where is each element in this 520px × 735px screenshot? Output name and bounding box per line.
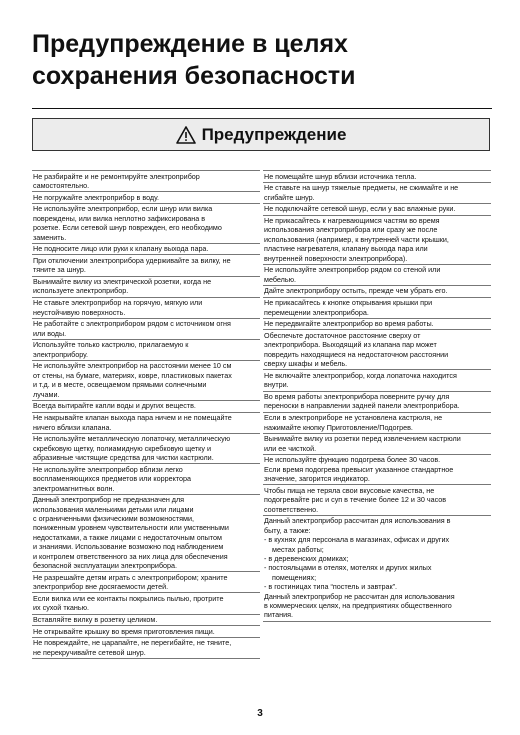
warning-item <box>32 572 260 593</box>
warning-item-line: неустойчивую поверхность. <box>33 307 126 317</box>
warning-item-line: При отключении электроприбора удерживайте за вилку, не <box>33 255 231 265</box>
warning-item-line: Во время работы электроприбора поверните ручку для <box>264 392 450 401</box>
warning-item <box>263 485 491 516</box>
warning-item-line: нажимайте кнопку Приготовление/Подогрев. <box>264 422 413 432</box>
warning-item <box>263 216 491 265</box>
warning-item <box>263 298 491 319</box>
warning-item-line: Всегда вытирайте капли воды и других веществ. <box>33 401 196 411</box>
warning-item-line: Не используйте электроприбор на расстоянии менее 10 см <box>33 361 232 371</box>
warning-item-line: помещениях; <box>272 572 317 582</box>
page-title-line-1: Предупреждение в целях <box>32 30 348 58</box>
warning-item-line: электроприбора. Выходящий из клапана пар может <box>264 340 437 350</box>
warning-item <box>32 401 260 413</box>
warning-item <box>32 298 260 319</box>
warning-item-line: абразивные чистящие средства для чистки кастрюли. <box>33 453 214 463</box>
warning-item-line: Если время подогрева превысит указанное стандартное <box>264 464 454 474</box>
warning-item-line: или воды. <box>33 328 67 338</box>
warning-item-line: Не используйте металлическую лопаточку, металлическую <box>33 434 231 444</box>
warning-item-line: Не накрывайте клапан выхода пара ничем и не помещайте <box>33 413 232 423</box>
warning-item <box>32 340 260 361</box>
warning-item-line: ничего вблизи клапана. <box>33 422 112 432</box>
warning-item-line: Не включайте электроприбор, когда лопаточка находится <box>264 370 457 380</box>
warning-item-line: Данный электроприбор не рассчитан для использования <box>264 591 455 601</box>
warning-item <box>263 204 491 216</box>
warning-item-line: от стены, на бумаге, материях, ковре, пластиковых пакетах <box>33 370 232 380</box>
warning-item-line: Используйте только кастрюлю, прилагаемую к <box>33 340 189 350</box>
warnings-columns <box>32 170 492 659</box>
warning-item <box>263 170 491 183</box>
warning-item-line: Не используйте электроприбор вблизи легко <box>33 464 183 474</box>
warning-item <box>32 244 260 256</box>
warning-item-line: Обеспечьте достаточное расстояние сверху от <box>264 330 421 340</box>
warning-item-line: питания. <box>264 610 293 620</box>
warning-item-line: Не разрешайте детям играть с электроприбором; храните <box>33 572 228 582</box>
warning-item <box>32 626 260 638</box>
warning-item-line: пластине нагревателя, клапану выхода пара или <box>264 244 428 254</box>
warning-item-line: Если в электроприборе не установлена кастрюля, не <box>264 413 443 423</box>
warning-item-line: - в деревенских домиках; <box>264 553 349 563</box>
warning-item-line: самостоятельно. <box>33 180 90 190</box>
title-divider <box>32 108 492 109</box>
warning-item-line: тяните за шнур. <box>33 265 86 275</box>
warning-item-line: Не подносите лицо или руки к клапану выхода пара. <box>33 244 209 254</box>
warning-item-line: быту, а также: <box>264 525 311 535</box>
warning-item <box>263 392 491 413</box>
warning-item <box>32 170 260 192</box>
warning-item-line: - в гостиницах типа “постель и завтрак”. <box>264 582 398 592</box>
warning-item <box>32 204 260 244</box>
warning-item-line: Данный электроприбор не предназначен для <box>33 495 185 505</box>
warning-item <box>32 277 260 298</box>
warning-item <box>263 370 491 391</box>
warning-item <box>32 638 260 659</box>
warning-item <box>32 319 260 340</box>
warning-item-line: пониженным уровнем чувствительности или умственными <box>33 523 229 533</box>
warning-item-line: подогревайте рис и суп в течение более 12 и 30 часов <box>264 495 447 505</box>
warning-banner <box>32 118 490 151</box>
warning-item-line: и контролем ответственного за них лица для обеспечения <box>33 551 228 561</box>
warning-item-line: Не помещайте шнур вблизи источника тепла. <box>264 171 417 181</box>
warning-item-line: Не используйте электроприбор рядом со стеной или <box>264 265 441 275</box>
warning-item-line: использования маленькими детьми или лицами <box>33 504 194 514</box>
warning-item <box>32 495 260 573</box>
warning-item-line: Не используйте функцию подогрева более 30 часов. <box>264 455 441 465</box>
warning-item-line: в коммерческих целях, на предприятиях общественного <box>264 601 452 611</box>
warning-item-line: сгибайте шнур. <box>264 192 315 202</box>
warnings-left-column <box>32 170 260 659</box>
warning-item <box>263 183 491 204</box>
warning-item-line: недостатками, а также лицами с недостаточным опытом <box>33 532 222 542</box>
warning-item-line: внутренней поверхности электроприбора). <box>264 253 408 263</box>
warning-item <box>263 413 491 434</box>
warning-item-line: розетке. Если сетевой шнур поврежден, его необходимо <box>33 223 222 233</box>
warning-item <box>263 330 491 370</box>
warning-item <box>32 192 260 204</box>
warning-item-line: использования электроприбора или сразу же после <box>264 225 438 235</box>
warning-item-line: с ограниченными физическими возможностями, <box>33 514 194 524</box>
warning-item-line: мебелью. <box>264 274 296 284</box>
page-title-line-2: сохранения безопасности <box>32 62 356 90</box>
page-title <box>32 28 492 92</box>
warning-item-line: Не подключайте сетевой шнур, если у вас влажные руки. <box>264 204 456 214</box>
warning-item-line: сверху шкафы и мебель. <box>264 359 348 369</box>
warning-item-line: Данный электроприбор рассчитан для использования в <box>264 516 451 526</box>
warning-item-line: Вынимайте вилку из розетки перед извлечением кастрюли <box>264 434 461 444</box>
warning-item <box>32 615 260 627</box>
warning-item <box>263 286 491 298</box>
warning-item <box>263 455 491 486</box>
warning-item-line: заменить. <box>33 232 67 242</box>
warning-item-line: Не погружайте электроприбор в воду. <box>33 192 159 202</box>
warnings-right-column <box>263 170 491 659</box>
warning-item <box>32 593 260 614</box>
warning-item <box>32 361 260 401</box>
warning-item-line: Не используйте электроприбор, если шнур или вилка <box>33 204 213 214</box>
warning-item <box>32 255 260 276</box>
warning-item-line: скребковую щетку, полиамидную скребковую щетку и <box>33 443 211 453</box>
warning-item-line: или ее чисткой. <box>264 443 317 453</box>
warning-item-line: перемещении электроприбора. <box>264 307 369 317</box>
warning-item-line: повредить находящиеся на недостаточном расстоянии <box>264 349 449 359</box>
warning-item-line: использования (например, к внутренней части крышки, <box>264 234 449 244</box>
warning-item-line: Не разбирайте и не ремонтируйте электроприбор <box>33 171 200 181</box>
warning-item-line: переноски в направлении задней панели электроприбора. <box>264 401 460 411</box>
warning-item <box>263 265 491 286</box>
warning-banner-label: Предупреждение <box>201 124 347 144</box>
warning-item-line: воспламеняющихся предметов или корректора <box>33 474 192 484</box>
warning-item-line: Вставляйте вилку в розетку целиком. <box>33 615 158 625</box>
warning-item-line: используете электроприбор. <box>33 286 129 296</box>
warning-item-line: их сухой тканью. <box>33 603 90 613</box>
warning-item-line: электромагнитных волн. <box>33 483 115 493</box>
warning-item-line: электроприбору. <box>33 349 89 359</box>
warning-triangle-icon <box>176 126 196 144</box>
warning-item-line: лучами. <box>33 389 60 399</box>
warning-item-line: Не повреждайте, не царапайте, не перегибайте, не тяните, <box>33 638 232 648</box>
warning-item-line: безопасной эксплуатации электроприбора. <box>33 561 178 571</box>
warning-item-line: не перекручивайте сетевой шнур. <box>33 647 146 657</box>
warning-item-line: соответственно. <box>264 504 319 514</box>
warning-item <box>263 516 491 622</box>
warning-item-line: - постояльцами в отелях, мотелях и других жилых <box>264 563 432 573</box>
warning-item-line: Не ставьте на шнур тяжелые предметы, не сжимайте и не <box>264 183 459 193</box>
warning-item-line: Дайте электроприбору остыть, прежде чем убрать его. <box>264 286 448 296</box>
warning-item <box>32 464 260 495</box>
warning-item-line: значение, загорится индикатор. <box>264 474 370 484</box>
warning-item-line: внутри. <box>264 380 289 390</box>
warning-item-line: и знаниями. Использование возможно под наблюдением <box>33 542 224 552</box>
warning-item <box>263 319 491 331</box>
warning-item-line: Не работайте с электроприбором рядом с источником огня <box>33 319 231 329</box>
warning-item-line: Вынимайте вилку из электрической розетки, когда не <box>33 277 212 287</box>
warning-item <box>32 434 260 465</box>
warning-item-line: Чтобы пища не теряла свои вкусовые качества, не <box>264 485 435 495</box>
warning-item-line: местах работы; <box>272 544 324 554</box>
page-number: 3 <box>257 708 263 719</box>
warning-item <box>32 413 260 434</box>
warning-item-line: Не прикасайтесь к нагревающимся частям во время <box>264 216 440 226</box>
warning-item-line: электроприбор вне досягаемости детей. <box>33 582 169 592</box>
warning-item-line: - в кухнях для персонала в магазинах, офисах и других <box>264 535 450 545</box>
warning-item-line: Не прикасайтесь к кнопке открывания крышки при <box>264 298 433 308</box>
warning-item-line: и т.д. и в месте, освещаемом прямыми солнечными <box>33 380 207 390</box>
warning-item-line: Не передвигайте электроприбор во время работы. <box>264 319 434 329</box>
warning-item-line: повреждены, или вилка неплотно зафиксирована в <box>33 213 206 223</box>
warning-item-line: Не открывайте крышку во время приготовления пищи. <box>33 626 215 636</box>
warning-item <box>263 434 491 455</box>
warning-item-line: Если вилка или ее контакты покрылись пылью, протрите <box>33 593 224 603</box>
warning-item-line: Не ставьте электроприбор на горячую, мягкую или <box>33 298 203 308</box>
